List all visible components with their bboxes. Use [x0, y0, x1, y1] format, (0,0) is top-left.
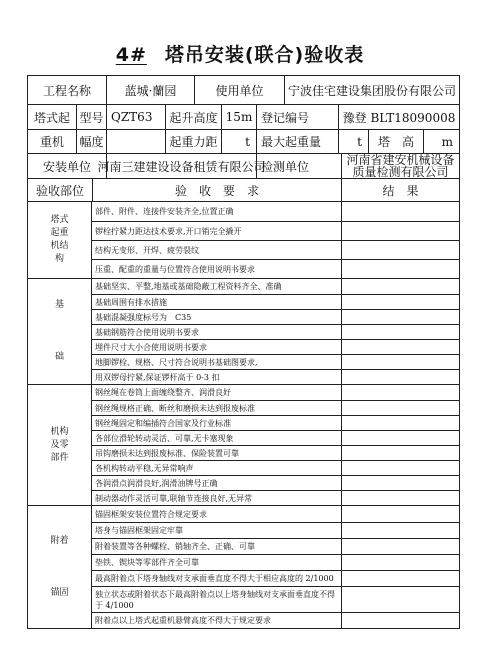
section-label: 基 础	[28, 279, 92, 384]
crane-label: 塔式起	[33, 110, 70, 125]
result-cell	[341, 506, 459, 522]
result-cell	[341, 491, 459, 505]
item-text: 压重、配重的重量与位置符合使用说明书要求	[95, 264, 255, 274]
result-cell	[341, 260, 459, 278]
item-text: 用双锣母拧紧,保证锣杆高于 0-3 扣	[95, 372, 220, 382]
item-text: 独立状态或附着状态下最高附着点以上塔身轴线对支承面垂直度不得于 4/1000	[95, 589, 335, 610]
check-item	[92, 445, 459, 460]
result-cell	[341, 446, 459, 460]
section-foundation	[28, 278, 459, 384]
check-item	[92, 385, 459, 400]
result-cell	[341, 279, 459, 294]
check-item	[92, 339, 459, 354]
item-text: 最高附着点下塔身轴线对支承面垂直度不得大于相应高度的 2/1000	[95, 574, 334, 583]
check-item	[92, 202, 459, 221]
max-weight-label: 最大起重量	[256, 130, 338, 153]
project-label: 工程名称	[42, 83, 91, 98]
section-mechanism	[28, 384, 459, 505]
result-label: 结 果	[341, 179, 459, 201]
check-item	[92, 475, 459, 490]
item-text: 钢丝绳固定和编插符合国家及行业标准	[95, 418, 231, 428]
result-cell	[341, 587, 459, 612]
check-item	[92, 279, 459, 294]
check-item	[92, 240, 459, 259]
result-cell	[341, 385, 459, 400]
result-cell	[341, 241, 459, 259]
item-text: 基础周围有排水措施	[95, 297, 167, 307]
result-cell	[341, 461, 459, 475]
check-item	[92, 309, 459, 324]
check-item	[92, 430, 459, 445]
item-text: 地脚锣栓、规格、尺寸符合说明书基础图要求,	[95, 357, 258, 367]
check-item	[92, 221, 459, 240]
reg-label: 登记编号	[256, 105, 338, 129]
result-cell	[341, 340, 459, 354]
item-text: 基础钢筋符合使用说明书要求	[95, 327, 199, 337]
item-text: 基础混凝强度标号为 C35	[95, 312, 192, 322]
check-item	[92, 460, 459, 475]
install-label: 安装单位	[42, 159, 91, 174]
model-label: 型号	[76, 105, 106, 129]
crane-number: 4#	[115, 44, 147, 66]
item-text: 部件、附件、连接件安装齐全,位置正确	[95, 207, 234, 216]
item-text: 钢丝绳规格正确、断丝和磨损未达到报废标准	[95, 403, 255, 413]
moment-unit: t	[221, 130, 256, 153]
result-cell	[341, 370, 459, 384]
section-anchoring	[28, 505, 459, 628]
item-text: 埋件尺寸大小合使用说明书要求	[95, 342, 207, 352]
check-item	[92, 490, 459, 505]
check-item	[92, 259, 459, 278]
section-label: 附着 锚固	[28, 506, 92, 628]
crane-label-2: 重机	[39, 135, 64, 149]
check-item	[92, 506, 459, 522]
result-cell	[341, 401, 459, 415]
item-text: 各润滑点润滑良好,润滑油牌号正确	[95, 478, 218, 488]
project-row	[28, 76, 459, 104]
item-text: 锚固框架安装位置符合规定要求	[95, 509, 207, 519]
lift-height-value: 15m	[221, 105, 256, 129]
reg-value: 豫登 BLT18090008	[338, 105, 459, 129]
part-label: 验收部位	[35, 183, 84, 198]
acceptance-table	[27, 75, 460, 629]
check-item	[92, 570, 459, 586]
item-text: 结构无变形、开焊、疲劳裂纹	[95, 245, 199, 255]
tower-height-label: 塔 高	[368, 130, 423, 153]
result-cell	[341, 416, 459, 430]
section-label: 塔式 起重 机结 构	[28, 202, 92, 278]
title-text: 塔吊安装(联合)验收表	[164, 44, 365, 66]
result-cell	[341, 571, 459, 586]
result-cell	[341, 555, 459, 570]
check-item	[92, 586, 459, 612]
item-text: 塔身与锚固框架固定牢靠	[95, 526, 183, 535]
range-value	[106, 130, 165, 153]
section-structure	[28, 201, 459, 278]
check-item	[92, 369, 459, 384]
item-text: 制动器动作灵活可靠,联轴节连接良好,无异常	[95, 493, 253, 503]
item-text: 钢丝绳在卷筒上面缠绕整齐、润滑良好	[95, 388, 231, 397]
check-item	[92, 554, 459, 570]
model-value: QZT63	[106, 105, 165, 129]
result-cell	[341, 325, 459, 339]
result-cell	[341, 355, 459, 369]
inspect-label: 检测单位	[256, 154, 341, 178]
result-cell	[341, 431, 459, 445]
result-cell	[341, 613, 459, 628]
user-label: 使用单位	[194, 76, 284, 104]
unit-row	[28, 153, 459, 178]
result-cell	[341, 310, 459, 324]
result-cell	[341, 476, 459, 490]
user-value: 宁波佳宅建设集团股份有限公司	[284, 76, 459, 104]
crane-row-1	[28, 104, 459, 129]
check-item	[92, 538, 459, 554]
result-cell	[341, 523, 459, 538]
check-item	[92, 522, 459, 538]
project-value: 蓝城·蘭园	[106, 76, 194, 104]
form-title	[0, 40, 480, 67]
lift-height-label: 起升高度	[165, 105, 221, 129]
check-item	[92, 324, 459, 339]
check-item	[92, 294, 459, 309]
item-text: 附着点以上塔式起重机悬臂高度不得大于规定要求	[95, 616, 271, 625]
check-item	[92, 354, 459, 369]
item-text: 各机构转动平稳,无异常响声	[95, 463, 194, 473]
item-text: 垫铁、锲块等零部件齐全可靠	[95, 558, 199, 567]
result-cell	[341, 222, 459, 240]
requirement-label: 验 收 要 求	[92, 179, 341, 201]
check-item	[92, 400, 459, 415]
section-label: 机构 及零 部件	[28, 385, 92, 505]
check-item	[92, 612, 459, 628]
result-cell	[341, 295, 459, 309]
item-text: 附着装置等各种螺栓、销轴齐全、正确、可靠	[95, 542, 255, 551]
moment-label: 起重力距	[165, 130, 221, 153]
check-item	[92, 415, 459, 430]
max-weight-unit: t	[338, 130, 368, 153]
result-cell	[341, 202, 459, 221]
result-cell	[341, 539, 459, 554]
item-text: 基础坚实、平整,地基或基础隐蔽工程资料齐全、准确	[95, 282, 282, 291]
item-text: 锣栓拧紧力距达技术要求,开口销完全撬开	[95, 226, 242, 236]
range-label: 幅度	[76, 130, 106, 153]
crane-row-2	[28, 129, 459, 153]
item-text: 吊钩磨损未达到报废标准、保险装置可靠	[95, 448, 239, 458]
item-text: 各部位滑轮转动灵活、可靠,无卡塞现象	[95, 433, 234, 443]
inspect-value: 河南省建安机械设备质量检测有限公司	[341, 154, 459, 178]
columns-row	[28, 178, 459, 201]
tower-height-unit: m	[423, 130, 459, 153]
install-value: 河南三建建设设备租赁有限公司	[106, 154, 256, 178]
